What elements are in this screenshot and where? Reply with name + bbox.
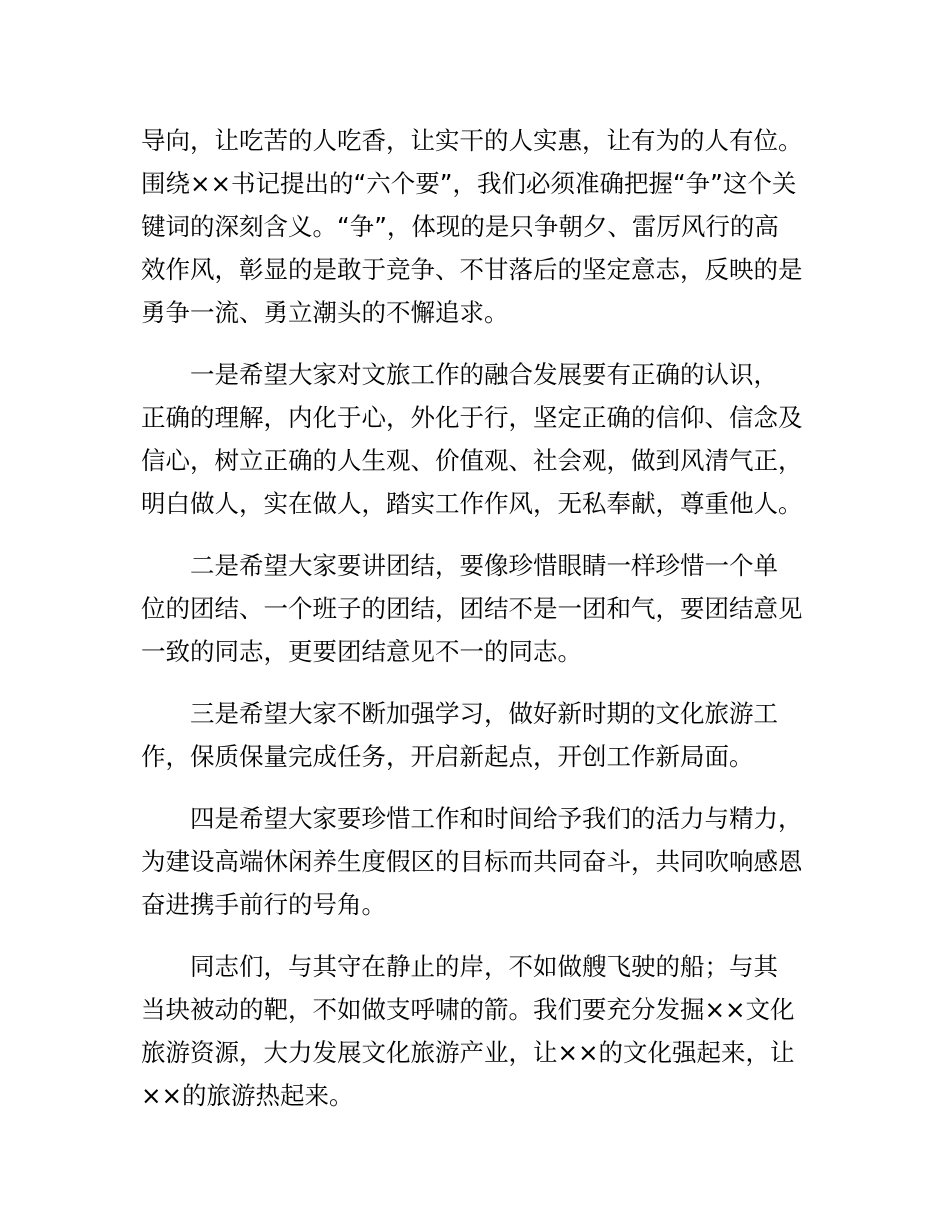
paragraph-point-three	[141, 692, 813, 778]
text-line: 键词的深刻含义。“争”，体现的是只争朝夕、雷厉风行的高	[141, 212, 779, 241]
text-line: 正确的理解，内化于心，外化于行，坚定正确的信仰、信念及	[141, 403, 803, 432]
text-line: 三是希望大家不断加强学习，做好新时期的文化旅游工	[190, 699, 778, 728]
text-line: 作，保质保量完成任务，开启新起点，开创工作新局面。	[141, 742, 754, 771]
paragraph-point-two	[141, 544, 813, 673]
text-line: ××的旅游热起来。	[141, 1081, 354, 1110]
document-body	[141, 119, 813, 1117]
paragraph-point-one	[141, 353, 813, 525]
text-line: 位的团结、一个班子的团结，团结不是一团和气，要团结意见	[141, 594, 803, 623]
text-line: 明白做人，实在做人，踏实工作作风，无私奉献，尊重他人。	[141, 489, 803, 518]
paragraph-continuation	[141, 119, 813, 334]
text-line: 旅游资源，大力发展文化旅游产业，让××的文化强起来，让	[141, 1038, 795, 1067]
text-line: 勇争一流、勇立潮头的不懈追求。	[141, 298, 509, 327]
text-line: 一是希望大家对文旅工作的融合发展要有正确的认识，	[190, 360, 778, 389]
text-line: 一致的同志，更要团结意见不一的同志。	[141, 637, 582, 666]
text-line: 同志们，与其守在静止的岸，不如做艘飞驶的船；与其	[190, 952, 778, 981]
paragraph-closing	[141, 945, 813, 1117]
paragraph-point-four	[141, 797, 813, 926]
text-line: 导向，让吃苦的人吃香，让实干的人实惠，让有为的人有位。	[141, 126, 803, 155]
text-line: 二是希望大家要讲团结，要像珍惜眼睛一样珍惜一个单	[190, 551, 778, 580]
text-line: 围绕××书记提出的“六个要”，我们必须准确把握“争”这个关	[141, 169, 797, 198]
text-line: 当块被动的靶，不如做支呼啸的箭。我们要充分发掘××文化	[141, 995, 795, 1024]
text-line: 奋进携手前行的号角。	[141, 890, 386, 919]
text-line: 四是希望大家要珍惜工作和时间给予我们的活力与精力，	[190, 804, 803, 833]
text-line: 为建设高端休闲养生度假区的目标而共同奋斗，共同吹响感恩	[141, 847, 803, 876]
text-line: 信心，树立正确的人生观、价值观、社会观，做到风清气正，	[141, 446, 803, 475]
text-line: 效作风，彰显的是敢于竞争、不甘落后的坚定意志，反映的是	[141, 255, 803, 284]
